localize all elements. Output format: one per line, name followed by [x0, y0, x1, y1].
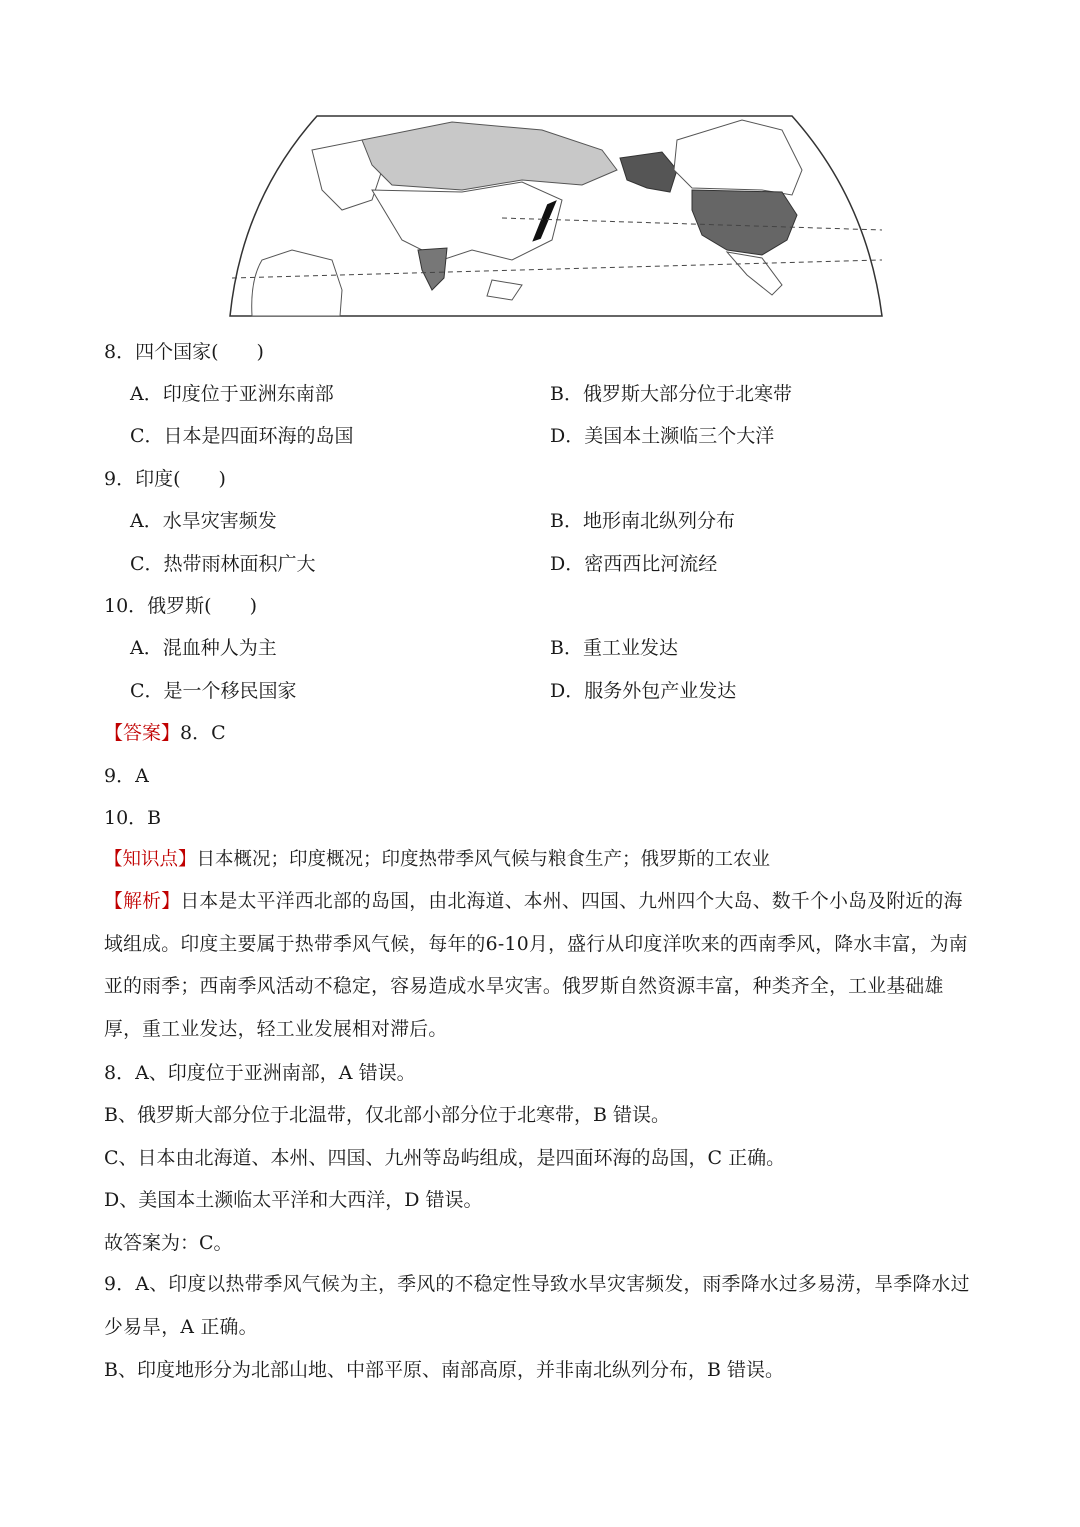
question-9-option-a: A．水旱灾害频发	[130, 510, 277, 532]
analysis-text: 日本是太平洋西北部的岛国，由北海道、本州、四国、九州四个大岛、数千个小岛及附近的海域组成。印度主要属于热带季风气候，每年的6-10月，盛行从印度洋吹来的西南季风，降水丰富，为南亚的雨季；西南季风活动不稳定，容易造成水旱灾害。俄罗斯自然资源丰富，种类齐全，工业基础雄厚，重工业发达，轻工业发展相对滞后。	[104, 891, 968, 1040]
world-map-icon	[222, 110, 888, 318]
answer-tag: 【答案】	[104, 722, 181, 744]
knowledge-tag: 【知识点】	[104, 849, 197, 870]
explanation-8c: C、日本由北海道、本州、四国、九州等岛屿组成，是四面环海的岛国，C 正确。	[104, 1147, 786, 1169]
question-9-option-b: B．地形南北纵列分布	[550, 510, 735, 532]
explanation-9b: B、印度地形分为北部山地、中部平原、南部高原，并非南北纵列分布，B 错误。	[104, 1359, 784, 1381]
question-10-option-a: A．混血种人为主	[130, 637, 277, 659]
question-9-title: 9．印度( )	[104, 468, 226, 490]
answer-9: 9．A	[104, 765, 149, 787]
question-9-option-d: D．密西西比河流经	[550, 553, 718, 575]
question-10-option-c: C．是一个移民国家	[130, 680, 297, 702]
answer-10: 10．B	[104, 807, 162, 829]
question-8-title: 8．四个国家( )	[104, 341, 264, 363]
answer-8: 8．C	[180, 722, 226, 744]
world-map-figure	[222, 110, 888, 318]
knowledge-line	[104, 848, 770, 872]
question-8-option-a: A．印度位于亚洲东南部	[130, 383, 334, 405]
explanation-8d: D、美国本土濒临太平洋和大西洋，D 错误。	[104, 1189, 483, 1211]
explanation-8a: 8．A、印度位于亚洲南部，A 错误。	[104, 1062, 416, 1084]
question-10-option-b: B．重工业发达	[550, 637, 678, 659]
question-10-option-d: D．服务外包产业发达	[550, 680, 737, 702]
analysis-paragraph	[104, 881, 972, 1051]
question-9-option-c: C．热带雨林面积广大	[130, 553, 316, 575]
question-10-title: 10．俄罗斯( )	[104, 595, 258, 617]
explanation-9a: 9．A、印度以热带季风气候为主，季风的不稳定性导致水旱灾害频发，雨季降水过多易涝，旱季降水过少易旱，A 正确。	[104, 1274, 970, 1338]
explanation-8b: B、俄罗斯大部分位于北温带，仅北部小部分位于北寒带，B 错误。	[104, 1104, 670, 1126]
question-8-option-c: C．日本是四面环海的岛国	[130, 425, 354, 447]
answer-line	[104, 721, 226, 745]
knowledge-text: 日本概况；印度概况；印度热带季风气候与粮食生产；俄罗斯的工农业	[196, 849, 771, 870]
explanation-8-conclusion: 故答案为：C。	[104, 1232, 233, 1254]
question-8-option-b: B．俄罗斯大部分位于北寒带	[550, 383, 792, 405]
analysis-tag: 【解析】	[104, 891, 181, 912]
question-8-option-d: D．美国本土濒临三个大洋	[550, 425, 775, 447]
